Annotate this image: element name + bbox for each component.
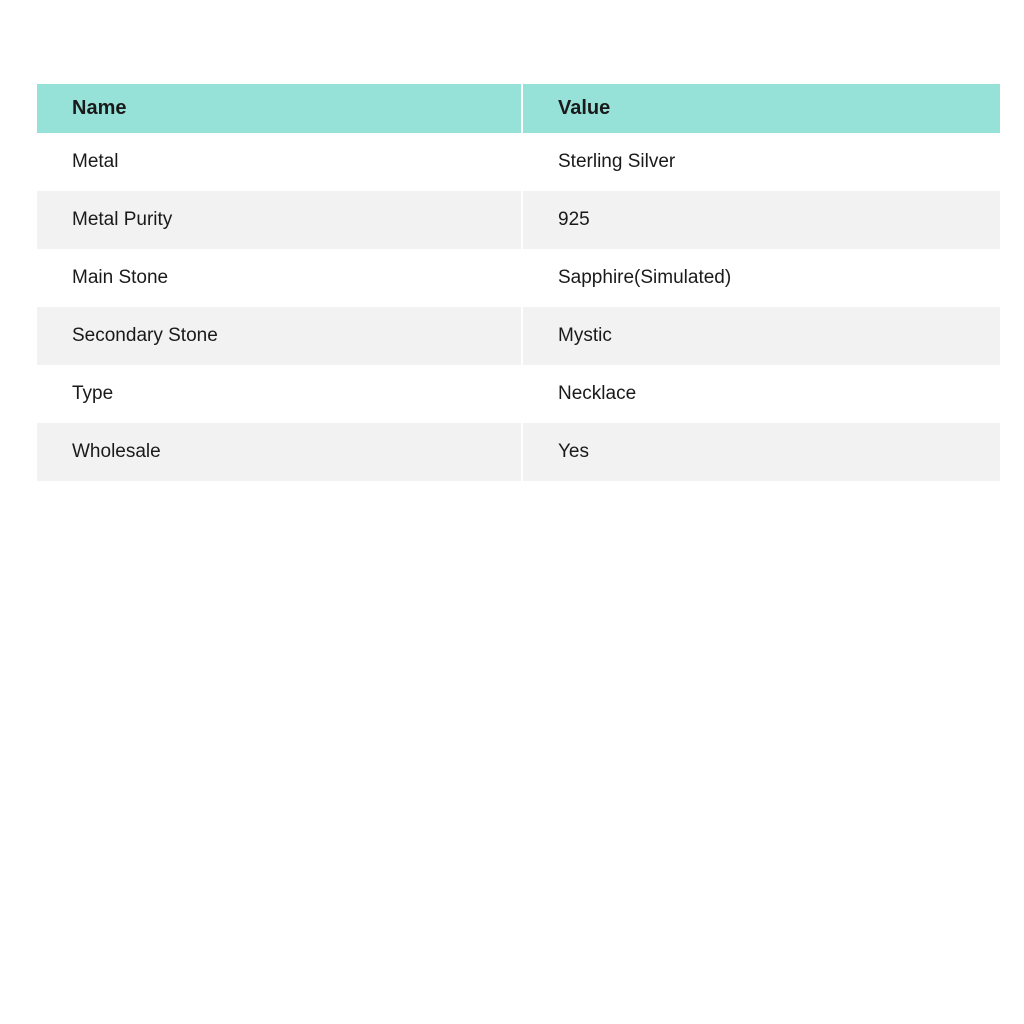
product-attributes-table: [37, 84, 1000, 481]
attribute-value: Sterling Silver: [558, 151, 676, 172]
attribute-value-cell: [523, 307, 1000, 365]
table-row: [37, 307, 1000, 365]
attribute-name: Secondary Stone: [72, 325, 218, 346]
attribute-name: Type: [72, 383, 114, 404]
header-cell-value: [523, 84, 1000, 133]
attribute-name-cell: [37, 423, 523, 481]
attribute-name-cell: [37, 191, 523, 249]
attribute-value: 925: [558, 209, 590, 230]
table-row: [37, 423, 1000, 481]
attribute-value-cell: [523, 365, 1000, 423]
table-header-row: [37, 84, 1000, 133]
table-row: [37, 249, 1000, 307]
attribute-value: Yes: [558, 441, 589, 462]
attribute-name: Main Stone: [72, 267, 169, 288]
header-name-label: Name: [72, 97, 127, 119]
attribute-name: Wholesale: [72, 441, 161, 462]
attribute-name: Metal: [72, 151, 119, 172]
attribute-value-cell: [523, 423, 1000, 481]
attribute-value: Mystic: [558, 325, 612, 346]
attribute-name: Metal Purity: [72, 209, 173, 230]
table-row: [37, 191, 1000, 249]
attribute-name-cell: [37, 365, 523, 423]
attribute-value: Sapphire(Simulated): [558, 267, 732, 288]
attribute-value-cell: [523, 191, 1000, 249]
table-row: [37, 365, 1000, 423]
header-cell-name: [37, 84, 523, 133]
attribute-value-cell: [523, 133, 1000, 191]
attribute-value-cell: [523, 249, 1000, 307]
table-row: [37, 133, 1000, 191]
attribute-name-cell: [37, 307, 523, 365]
header-value-label: Value: [558, 97, 611, 119]
attribute-name-cell: [37, 133, 523, 191]
attribute-name-cell: [37, 249, 523, 307]
attribute-value: Necklace: [558, 383, 637, 404]
